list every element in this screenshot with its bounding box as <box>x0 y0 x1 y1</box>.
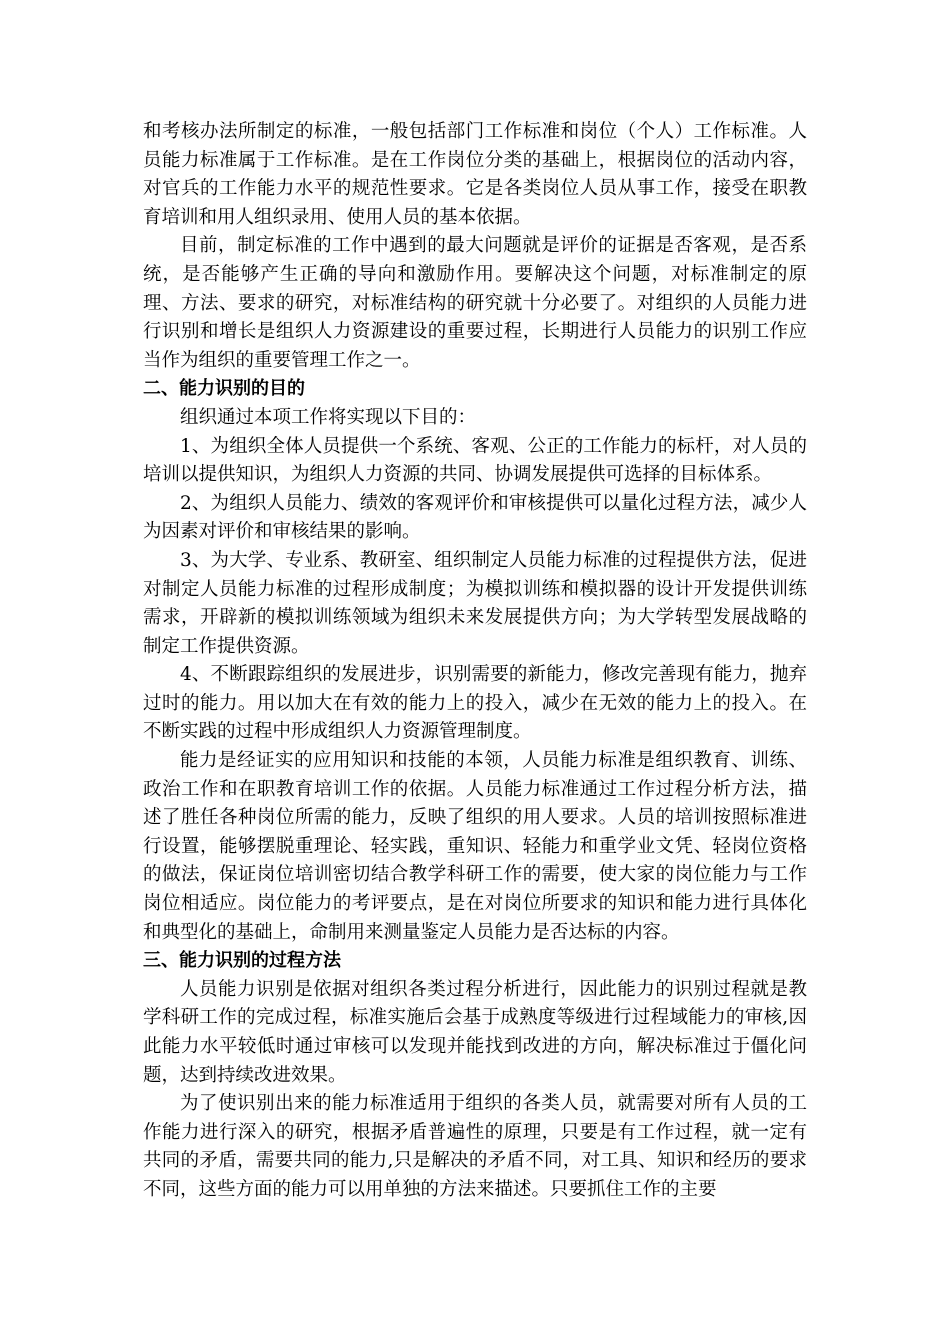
document-body <box>143 118 807 1205</box>
section-heading-3: 三、能力识别的过程方法 <box>143 950 341 972</box>
paragraph-6: 为了使识别出来的能力标准适用于组织的各类人员，就需要对所有人员的工作能力进行深入的研究，根据矛盾普遍性的原理，只要是有工作过程，就一定有共同的矛盾，需要共同的能力,只是解决的矛盾不同，对工具、知识和经历的要求不同，这些方面的能力可以用单独的方法来描述。只要抓住工作的主要 <box>143 1093 807 1200</box>
paragraph-4: 能力是经证实的应用知识和技能的本领，人员能力标准是组织教育、训练、政治工作和在职教育培训工作的依据。人员能力标准通过工作过程分析方法，描述了胜任各种岗位所需的能力，反映了组织的用人要求。人员的培训按照标准进行设置，能够摆脱重理论、轻实践，重知识、轻能力和重学业文凭、轻岗位资格的做法，保证岗位培训密切结合教学科研工作的需要，使大家的岗位能力与工作岗位相适应。岗位能力的考评要点，是在对岗位所要求的知识和能力进行具体化和典型化的基础上，命制用来测量鉴定人员能力是否达标的内容。 <box>143 750 807 943</box>
paragraph-3: 组织通过本项工作将实现以下目的： <box>180 406 477 428</box>
list-item-2: 2、为组织人员能力、绩效的客观评价和审核提供可以量化过程方法，减少人为因素对评价和审核结果的影响。 <box>143 492 807 543</box>
paragraph-2: 目前，制定标准的工作中遇到的最大问题就是评价的证据是否客观，是否系统，是否能够产生正确的导向和激励作用。要解决这个问题，对标准制定的原理、方法、要求的研究，对标准结构的研究就十分必要了。对组织的人员能力进行识别和增长是组织人力资源建设的重要过程，长期进行人员能力的识别工作应当作为组织的重要管理工作之一。 <box>143 235 807 371</box>
list-item-4: 4、不断跟踪组织的发展进步，识别需要的新能力，修改完善现有能力，抛弃过时的能力。用以加大在有效的能力上的投入，减少在无效的能力上的投入。在不断实践的过程中形成组织人力资源管理制度。 <box>143 664 807 743</box>
list-item-3: 3、为大学、专业系、教研室、组织制定人员能力标准的过程提供方法，促进对制定人员能力标准的过程形成制度；为模拟训练和模拟器的设计开发提供训练需求，开辟新的模拟训练领域为组织未来发展提供方向；为大学转型发展战略的制定工作提供资源。 <box>143 549 807 657</box>
paragraph-1: 和考核办法所制定的标准，一般包括部门工作标准和岗位（个人）工作标准。人员能力标准属于工作标准。是在工作岗位分类的基础上，根据岗位的活动内容，对官兵的工作能力水平的规范性要求。它是各类岗位人员从事工作，接受在职教育培训和用人组织录用、使用人员的基本依据。 <box>143 121 807 228</box>
paragraph-5: 人员能力识别是依据对组织各类过程分析进行，因此能力的识别过程就是教学科研工作的完成过程，标准实施后会基于成熟度等级进行过程域能力的审核,因此能力水平较低时通过审核可以发现并能找到改进的方向，解决标准过于僵化问题，达到持续改进效果。 <box>143 978 807 1086</box>
list-item-1: 1、为组织全体人员提供一个系统、客观、公正的工作能力的标杆，对人员的培训以提供知识，为组织人力资源的共同、协调发展提供可选择的目标体系。 <box>143 435 807 486</box>
section-heading-2: 二、能力识别的目的 <box>143 378 305 400</box>
